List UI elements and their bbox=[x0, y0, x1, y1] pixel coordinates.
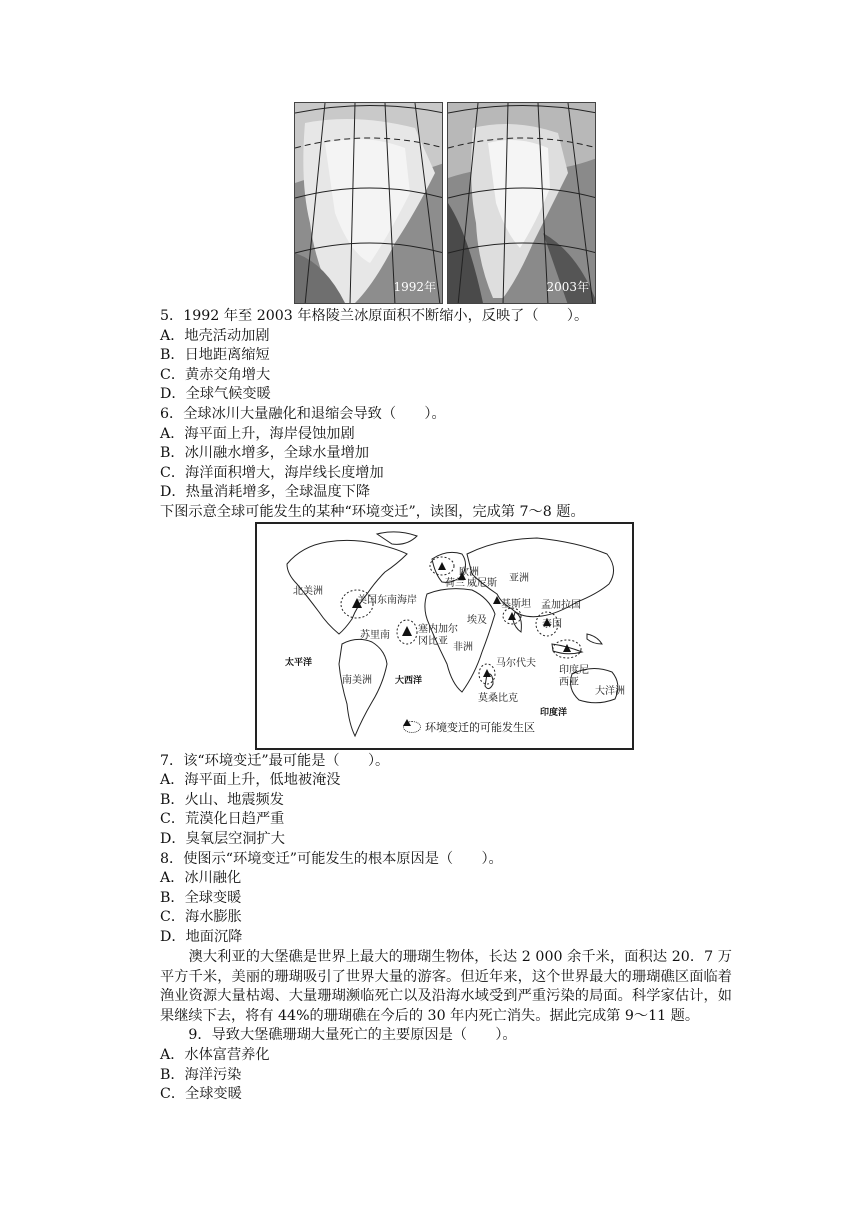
world-map-figure bbox=[255, 522, 634, 750]
question-8-stem: 8．使图示“环境变迁”可能发生的根本原因是（ ）。 bbox=[160, 851, 503, 867]
question-8-option-d: D．地面沉降 bbox=[160, 929, 243, 945]
intro-questions-7-8: 下图示意全球可能发生的某种“环境变迁”，读图，完成第 7～8 题。 bbox=[160, 504, 585, 520]
question-9-option-a: A．水体富营养化 bbox=[160, 1047, 270, 1063]
map-label-senegal: 塞内加尔 bbox=[418, 624, 458, 635]
question-5-option-b: B．日地距离缩短 bbox=[160, 347, 270, 363]
map-label-us-se-coast: 美国东南海岸 bbox=[357, 595, 417, 606]
question-7-option-c: C．荒漠化日趋严重 bbox=[160, 811, 285, 827]
question-6-stem: 6．全球冰川大量融化和退缩会导致（ ）。 bbox=[160, 406, 446, 422]
question-6-option-c: C．海洋面积增大，海岸线长度增加 bbox=[160, 465, 384, 481]
map-label-suriname: 苏里南 bbox=[360, 630, 390, 641]
map-label-asia: 亚洲 bbox=[509, 573, 529, 584]
map-label-indian-ocean: 印度洋 bbox=[540, 708, 568, 718]
question-6-option-b: B．冰川融水增多，全球水量增加 bbox=[160, 445, 370, 461]
map-label-oceania: 大洋洲 bbox=[595, 686, 625, 697]
map-label-south-america: 南美洲 bbox=[342, 675, 372, 686]
map-label-africa: 非洲 bbox=[453, 642, 473, 653]
map-label-bangladesh: 孟加拉国 bbox=[541, 600, 581, 611]
passage-great-barrier-reef: 澳大利亚的大堡礁是世界上最大的珊瑚生物体，长达 2 000 余千米，面积达 20．7 万平方千米，美丽的珊瑚吸引了世界大量的游客。但近年来，这个世界最大的珊瑚礁区面临着渔业资源大量枯竭、大量珊瑚濒临死亡以及沿海水域受到严重污染的局面。科学家估计，如果继续下去，将有 44%的珊瑚礁在今后的 30 年内死亡消失。据此完成第 9～11 题。 bbox=[160, 949, 732, 1025]
map-label-netherlands: 荷兰 bbox=[445, 578, 465, 589]
question-7-option-d: D．臭氧层空洞扩大 bbox=[160, 831, 285, 847]
greenland-1992-graphic bbox=[295, 103, 443, 304]
question-8-option-b: B．全球变暖 bbox=[160, 890, 242, 906]
year-label-2003: 2003年 bbox=[546, 280, 589, 294]
question-8-option-c: C．海水膨胀 bbox=[160, 909, 242, 925]
year-label-1992: 1992年 bbox=[393, 280, 436, 294]
map-label-europe: 欧洲 bbox=[459, 567, 479, 578]
map-label-pakistan: 基斯坦 bbox=[501, 599, 531, 610]
question-8-option-a: A．冰川融化 bbox=[160, 870, 242, 886]
question-9-option-b: B．海洋污染 bbox=[160, 1067, 242, 1083]
satellite-image-1992 bbox=[294, 102, 443, 304]
question-5-option-a: A．地壳活动加剧 bbox=[160, 328, 270, 344]
map-label-pacific: 太平洋 bbox=[285, 658, 313, 668]
question-6-option-a: A．海平面上升，海岸侵蚀加剧 bbox=[160, 426, 355, 442]
map-label-egypt: 埃及 bbox=[467, 615, 487, 626]
question-5-option-c: C．黄赤交角增大 bbox=[160, 367, 271, 383]
triangle-marker-icon bbox=[403, 721, 421, 733]
map-label-indonesia-line2: 西亚 bbox=[559, 677, 579, 688]
question-5-stem: 5．1992 年至 2003 年格陵兰冰原面积不断缩小，反映了（ ）。 bbox=[160, 308, 589, 324]
question-9-option-c: C．全球变暖 bbox=[160, 1086, 242, 1102]
satellite-image-2003 bbox=[447, 102, 596, 304]
map-label-north-america: 北美洲 bbox=[293, 586, 323, 597]
map-label-thailand: 泰国 bbox=[542, 619, 562, 630]
question-9-stem: 9．导致大堡礁珊瑚大量死亡的主要原因是（ ）。 bbox=[160, 1027, 517, 1043]
map-legend-label: 环境变迁的可能发生区 bbox=[425, 721, 535, 734]
map-label-gambia: 冈比亚 bbox=[418, 636, 448, 647]
greenland-satellite-figure bbox=[294, 102, 596, 304]
map-label-atlantic: 大西洋 bbox=[395, 676, 423, 686]
map-label-mozambique: 莫桑比克 bbox=[478, 693, 518, 704]
question-6-option-d: D．热量消耗增多，全球温度下降 bbox=[160, 484, 371, 500]
map-label-indonesia-line1: 印度尼 bbox=[559, 665, 589, 676]
question-7-option-b: B．火山、地震频发 bbox=[160, 792, 284, 808]
map-legend bbox=[403, 719, 535, 735]
question-5-option-d: D．全球气候变暖 bbox=[160, 386, 271, 402]
question-7-option-a: A．海平面上升，低地被淹没 bbox=[160, 772, 341, 788]
map-label-venice: 威尼斯 bbox=[467, 578, 497, 589]
greenland-2003-graphic bbox=[448, 103, 596, 304]
question-7-stem: 7．该“环境变迁”最可能是（ ）。 bbox=[160, 753, 390, 769]
map-label-maldives: 马尔代夫 bbox=[496, 658, 536, 669]
